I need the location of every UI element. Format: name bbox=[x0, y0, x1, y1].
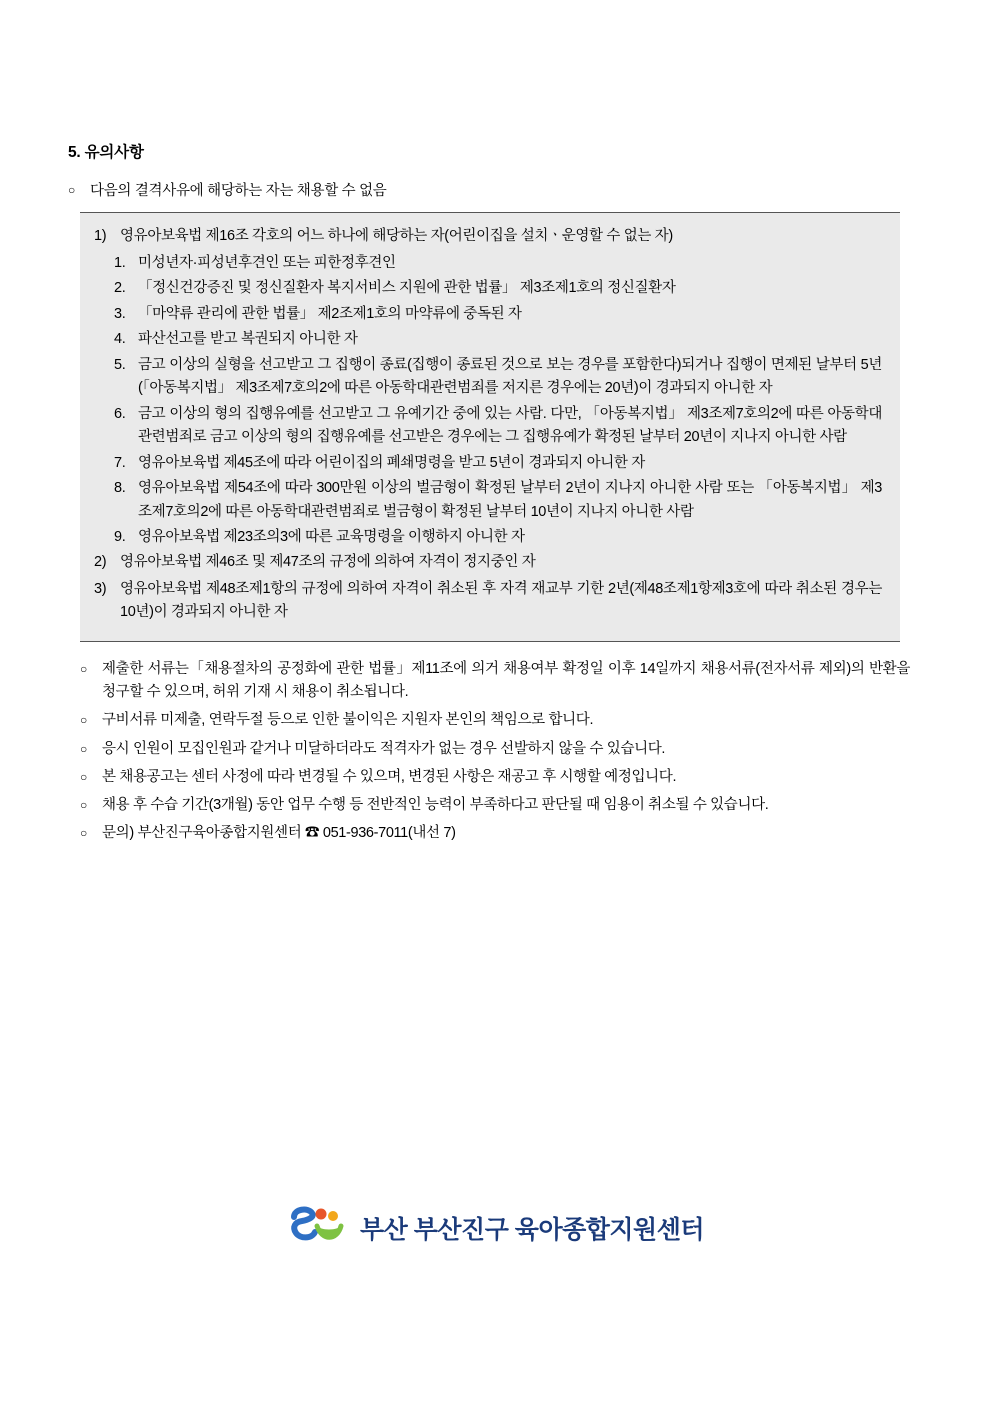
circle-bullet-icon: ○ bbox=[80, 662, 87, 677]
list-item-text: 영유아보육법 제16조 각호의 어느 하나에 해당하는 자(어린이집을 설치ㆍ운영할 수 없는 자) bbox=[120, 228, 673, 245]
intro-bullet-line bbox=[68, 180, 916, 202]
list-item bbox=[94, 578, 882, 624]
list-item-number: 6. bbox=[114, 405, 126, 422]
list-item-text: 영유아보육법 제23조의3에 따른 교육명령을 이행하지 아니한 자 bbox=[138, 528, 525, 545]
list-item bbox=[94, 354, 882, 401]
circle-bullet-icon: ○ bbox=[80, 741, 87, 756]
list-item-number: 4. bbox=[114, 331, 126, 348]
document-content bbox=[68, 140, 916, 850]
note-text: 문의) 부산진구육아종합지원센터 ☎ 051-936-7011(내선 7) bbox=[102, 825, 456, 842]
list-item-number: 9. bbox=[114, 528, 126, 545]
list-item-text: 금고 이상의 형의 집행유예를 선고받고 그 유예기간 중에 있는 사람. 다만, 「아동복지법」 제3조제7호의2에 따른 아동학대관련범죄로 금고 이상의 형의 집행유예를 선고받은 경우에는 그 집행유예가 확정된 날부터 20년이 지나지 아니한 사람 bbox=[138, 405, 882, 446]
list-item-number: 2. bbox=[114, 280, 126, 297]
list-item-number: 1) bbox=[94, 228, 107, 245]
disqualification-box bbox=[80, 212, 900, 642]
list-item bbox=[94, 403, 882, 450]
list-item-number: 7. bbox=[114, 454, 126, 471]
list-item bbox=[80, 794, 910, 817]
list-item-number: 1. bbox=[114, 254, 126, 271]
list-item-number: 3) bbox=[94, 580, 107, 597]
list-item-number: 2) bbox=[94, 554, 107, 571]
list-item bbox=[94, 252, 882, 275]
list-item bbox=[94, 551, 882, 574]
list-item-text: 영유아보육법 제48조제1항의 규정에 의하여 자격이 취소된 후 자격 재교부 기한 2년(제48조제1항제3호에 따라 취소된 경우는 10년)이 경과되지 아니한 자 bbox=[120, 580, 882, 620]
list-item-number: 5. bbox=[114, 356, 126, 373]
list-item-text: 미성년자·피성년후견인 또는 피한정후견인 bbox=[138, 254, 396, 271]
list-item bbox=[80, 658, 910, 704]
list-item-text: 파산선고를 받고 복권되지 아니한 자 bbox=[138, 331, 358, 348]
note-text: 제출한 서류는「채용절차의 공정화에 관한 법률」제11조에 의거 채용여부 확정일 이후 14일까지 채용서류(전자서류 제외)의 반환을 청구할 수 있으며, 허위 기재 시 채용이 취소됩니다. bbox=[102, 661, 910, 701]
section-title: 5. 유의사항 bbox=[68, 144, 144, 161]
circle-bullet-icon: ○ bbox=[80, 769, 87, 784]
center-logo-icon bbox=[288, 1205, 350, 1251]
list-item-text: 영유아보육법 제46조 및 제47조의 규정에 의하여 자격이 정지중인 자 bbox=[120, 554, 536, 571]
circle-bullet-icon: ○ bbox=[80, 797, 87, 812]
list-item bbox=[80, 709, 910, 732]
list-item-number: 3. bbox=[114, 305, 126, 322]
footer-logo bbox=[0, 1205, 992, 1251]
footer-logo-text: 부산 부산진구 육아종합지원센터 bbox=[360, 1216, 704, 1244]
list-item bbox=[94, 452, 882, 475]
notes-list bbox=[80, 658, 910, 845]
list-item bbox=[94, 477, 882, 524]
list-item bbox=[80, 738, 910, 761]
note-text: 본 채용공고는 센터 사정에 따라 변경될 수 있으며, 변경된 사항은 재공고 후 시행할 예정입니다. bbox=[102, 768, 677, 785]
circle-bullet-icon: ○ bbox=[68, 183, 75, 197]
list-item-text: 영유아보육법 제45조에 따라 어린이집의 폐쇄명령을 받고 5년이 경과되지 아니한 자 bbox=[138, 454, 645, 471]
list-item-text: 「정신건강증진 및 정신질환자 복지서비스 지원에 관한 법률」 제3조제1호의 정신질환자 bbox=[138, 280, 676, 297]
list-item-number: 8. bbox=[114, 480, 126, 497]
intro-bullet-text: 다음의 결격사유에 해당하는 자는 채용할 수 없음 bbox=[90, 183, 387, 199]
circle-bullet-icon: ○ bbox=[80, 826, 87, 841]
circle-bullet-icon: ○ bbox=[80, 713, 87, 728]
list-item-text: 「마약류 관리에 관한 법률」 제2조제1호의 마약류에 중독된 자 bbox=[138, 305, 522, 322]
note-text: 응시 인원이 모집인원과 같거나 미달하더라도 적격자가 없는 경우 선발하지 않을 수 있습니다. bbox=[102, 740, 666, 757]
list-item bbox=[80, 822, 910, 845]
list-item bbox=[94, 225, 882, 248]
note-text: 구비서류 미제출, 연락두절 등으로 인한 불이익은 지원자 본인의 책임으로 합니다. bbox=[102, 712, 594, 729]
list-item bbox=[94, 303, 882, 326]
note-text: 채용 후 수습 기간(3개월) 동안 업무 수행 등 전반적인 능력이 부족하다고 판단될 때 임용이 취소될 수 있습니다. bbox=[102, 796, 769, 813]
list-item bbox=[94, 526, 882, 549]
list-item bbox=[80, 766, 910, 789]
list-item bbox=[94, 328, 882, 351]
list-item bbox=[94, 277, 882, 300]
list-item-text: 영유아보육법 제54조에 따라 300만원 이상의 벌금형이 확정된 날부터 2년이 지나지 아니한 사람 또는 「아동복지법」 제3조제7호의2에 따른 아동학대관련범죄로 벌금형이 확정된 날부터 10년이 지나지 아니한 사람 bbox=[138, 480, 882, 520]
list-item-text: 금고 이상의 실형을 선고받고 그 집행이 종료(집행이 종료된 것으로 보는 경우를 포함한다)되거나 집행이 면제된 날부터 5년(「아동복지법」 제3조제7호의2에 따른 아동학대관련범죄를 저지른 경우에는 20년)이 경과되지 아니한 자 bbox=[138, 356, 882, 397]
